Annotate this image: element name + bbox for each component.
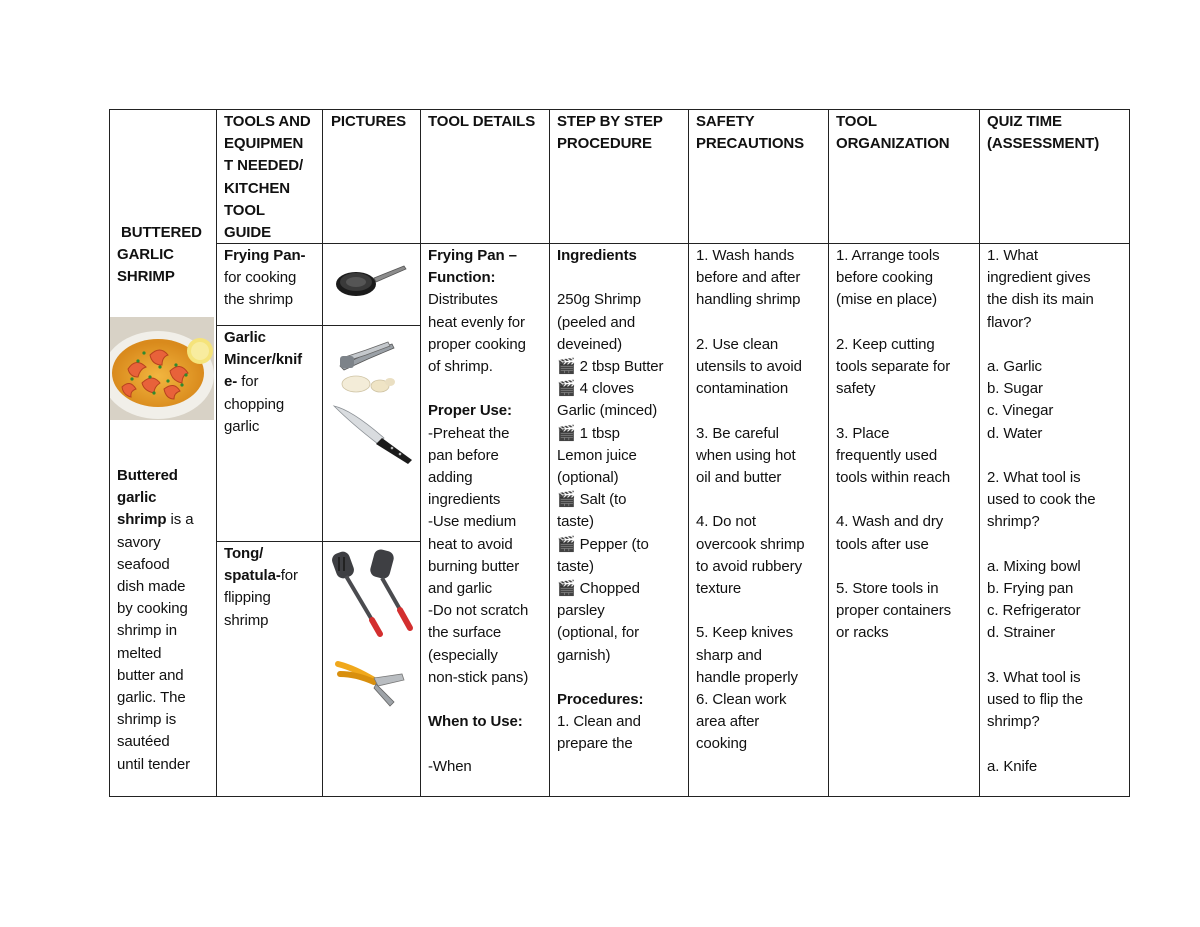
col-line-8	[1129, 109, 1130, 797]
tool-organization: 1. Arrange tools before cooking (mise en place) 2. Keep cutting tools separate for safety 3. Place frequently used tools within reach 4. Wash and dry tools after use 5. Store tools in proper containers or racks	[836, 247, 952, 642]
spatula-icon	[328, 548, 418, 642]
tool-frying-pan: Frying Pan- for cooking the shrimp	[224, 247, 306, 309]
header-procedure: STEP BY STEP PROCEDURE	[557, 113, 663, 153]
tool-tong-spatula: Tong/ spatula-for flipping shrimp	[224, 545, 298, 629]
col-line-6	[828, 109, 829, 797]
shrimp-dish-photo	[110, 317, 214, 420]
procedure: Ingredients 250g Shrimp (peeled and deveined) 🎬 2 tbsp Butter 🎬 4 cloves Garlic (minced) 🎬 1 tbsp Lemon juice (optional) 🎬 Salt (to taste) 🎬 Pepper (to taste) 🎬 Chopped parsley (optional, for garnish) Procedures: 1. Clean and prepare the	[557, 247, 664, 753]
col-line-2	[322, 109, 323, 797]
header-pictures: PICTURES	[331, 113, 407, 130]
col-line-1	[216, 109, 217, 797]
header-row-divider	[216, 243, 1130, 244]
table-border-bottom	[109, 796, 1130, 797]
header-organization: TOOL ORGANIZATION	[836, 113, 950, 153]
header-safety: SAFETY PRECAUTIONS	[696, 113, 805, 153]
dish-description: Buttered garlic shrimp is a savory seafood dish made by cooking shrimp in melted butter and garlic. The shrimp is sautéed until tender	[117, 467, 194, 773]
header-quiz: QUIZ TIME (ASSESSMENT)	[987, 113, 1100, 153]
chef-knife-icon	[332, 402, 416, 464]
row-divider-garlic	[216, 541, 420, 542]
header-tool-details: TOOL DETAILS	[428, 113, 536, 130]
frying-pan-icon	[334, 260, 408, 304]
desc-bold-2: garlic	[117, 489, 157, 507]
dish-title	[117, 222, 202, 289]
col-line-4	[549, 109, 550, 797]
table-border-top	[109, 109, 1130, 110]
desc-bold-1: Buttered	[117, 467, 178, 484]
row-divider-pan	[216, 325, 420, 326]
tool-details: Frying Pan – Function: Distributes heat evenly for proper cooking of shrimp. Proper Use: -Preheat the pan before adding ingredients -Use medium heat to avoid burning butter and garlic -Do not scratch the surface (especially non-stick pans) When to Use: -When	[428, 247, 529, 775]
ingredients-heading: Ingredients	[557, 247, 637, 264]
procedures-heading: Procedures:	[557, 691, 644, 709]
dish-title-line2: GARLIC	[117, 246, 174, 264]
desc-line-3: shrimp is a	[117, 511, 194, 529]
garlic-cloves-icon	[340, 372, 396, 394]
safety-precautions: 1. Wash hands before and after handling shrimp 2. Use clean utensils to avoid contamination 3. Be careful when using hot oil and butter 4. Do not overcook shrimp to avoid rubbery texture 5. Keep knives sharp and handle properly 6. Clean work area after cooking	[696, 247, 805, 753]
garlic-press-icon	[336, 340, 396, 374]
col-line-7	[979, 109, 980, 797]
quiz-assessment: 1. What ingredient gives the dish its main flavor? a. Garlic b. Sugar c. Vinegar d. Water 2. What tool is used to cook the shrimp? a. Mixing bowl b. Frying pan c. Refrigerator d. Strainer 3. What tool is used to flip the shrimp? a. Knife	[987, 247, 1096, 775]
col-line-0	[109, 109, 110, 797]
header-tools: TOOLS AND EQUIPMEN T NEEDED/ KITCHEN TOOL GUIDE	[224, 113, 311, 242]
col-line-3	[420, 109, 421, 797]
col-line-5	[688, 109, 689, 797]
when-to-use-heading: When to Use:	[428, 713, 523, 731]
tongs-icon	[334, 656, 406, 708]
dish-title-line3: SHRIMP	[117, 268, 175, 286]
dish-title-line1: BUTTERED	[121, 224, 202, 241]
proper-use-heading: Proper Use:	[428, 402, 512, 420]
tool-garlic-mincer: Garlic Mincer/knif e- for chopping garlic	[224, 329, 303, 435]
